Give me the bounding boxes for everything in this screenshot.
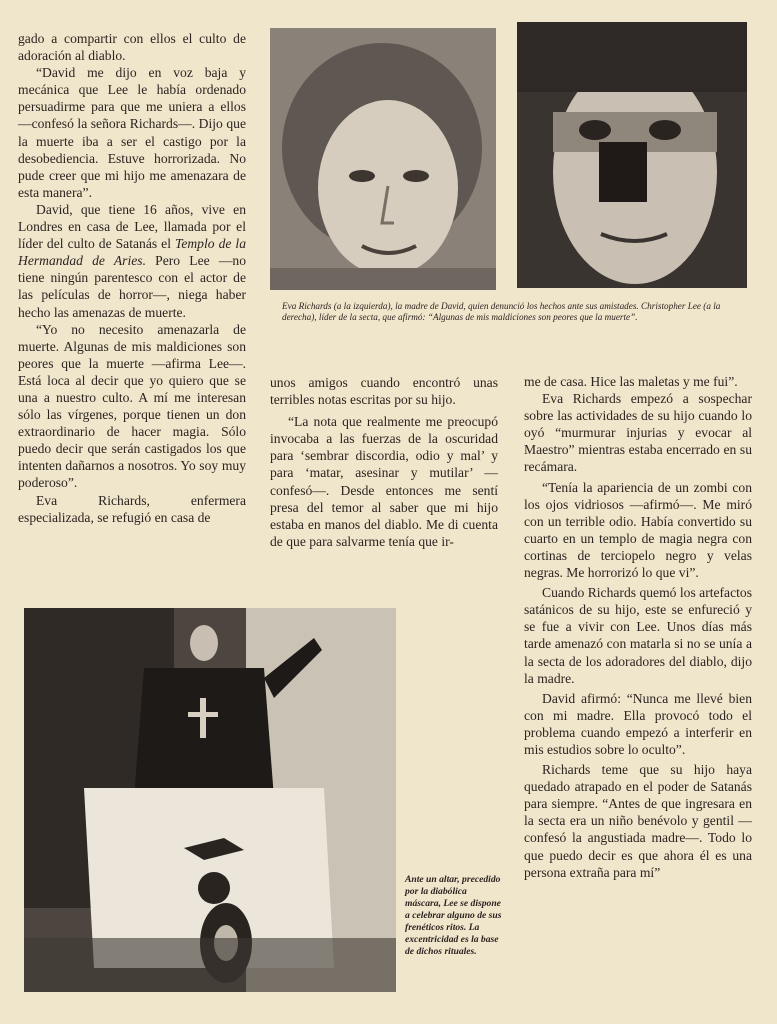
paragraph: “La nota que realmente me preocupó invocaba a las fuerzas de la oscuridad para ‘sembrar discordia, odio y mal’ y para ‘matar, asesinar y mutilar’ —confesó—. Desde entonces me sentí presa del temor al saber que mi hijo estaba en manos del diablo. Me di cuenta de que para salvarme tenía que ir- [270,414,498,549]
portrait-woman-image [270,28,496,290]
paragraph: David afirmó: “Nunca me llevé bien con mi madre. Ella provocó todo el problema cuando empezó a interferir en mis estudios sobre lo oculto”. [524,690,752,757]
paragraph: Eva Richards, enfermera especializada, se refugió en casa de [18,492,246,525]
article-column-1 [18,30,246,526]
paragraph: me de casa. Hice las maletas y me fui”. [524,374,738,389]
photo-altar-ritual [24,608,396,992]
article-column-2 [270,374,498,550]
portrait-man-image [517,22,747,288]
altar-ritual-image [24,608,396,992]
paragraph: “Yo no necesito amenazarla de muerte. Algunas de mis maldiciones son peores que la muerte —afirma Lee—. Está loca al decir que yo quiero que se una a nuestro culto. A mí me interesan sólo las vírgenes, porque tienen un don extraordinario de hacer magia. Sólo puedo decir que serán castigados los que intenten dañarnos a nosotros. Yo soy muy poderoso”. [18,321,246,491]
paragraph-text: David, que tiene 16 años, vive en Londres en casa de Lee, llamada por el líder del culto de Satanás el [18,201,246,252]
article-column-3 [524,373,752,881]
photo-caption-bottom: Ante un altar, precedido por la diabólica máscara, Lee se dispone a celebrar alguno de sus frenéticos ritos. La excentricidad es la base de dichos rituales. [405,874,502,957]
paragraph [18,201,246,321]
paragraph-text: Pero Lee —no tiene ningún parentesco con el actor de las películas de horror—, niega haber hecho las amenazas de muerte. [18,253,247,320]
paragraph: unos amigos cuando encontró unas terribles notas escritas por su hijo. [270,375,498,408]
photo-eva-richards [270,28,496,290]
paragraph: “David me dijo en voz baja y mecánica que Lee le había ordenado persuadirme para que me uniera a ellos —confesó la señora Richards—. Dijo que la muerte iba a ser el castigo por la desobediencia. Estuve horrorizada. No pude creer que mi hijo me amenazara de esta manera”. [18,65,246,200]
paragraph: Cuando Richards quemó los artefactos satánicos de su hijo, este se enfureció y se fue a vivir con Lee. Unos días más tarde amenazó con matarla si no se unía a la secta de los adoradores del diablo, dijo la madre. [524,585,752,686]
photo-caption-top: Eva Richards (a la izquierda), la madre de David, quien denunció los hechos ante sus amistades. Christopher Lee (a la derecha), líder de la secta, que afirmó: “Algunas de mis maldiciones son peores que la muerte”. [282,301,721,322]
photo-christopher-lee [517,22,747,288]
paragraph: gado a compartir con ellos el culto de adoración al diablo. [18,31,246,64]
paragraph: Richards teme que su hijo haya quedado atrapado en el poder de Satanás para siempre. “Antes de que ingresara en la secta era un niño benévolo y gentil —confesó la angustiada madre—. Todo lo que puedo decir es que ahora él es una persona extraña para mí” [524,762,752,880]
paragraph: Eva Richards empezó a sospechar sobre las actividades de su hijo cuando lo oyó “murmurar injurias y evocar al Maestro” mientras estaba encerrado en su recámara. [524,391,752,475]
paragraph: “Tenía la apariencia de un zombi con los ojos vidriosos —afirmó—. Me miró con un terrible odio. Había convertido su cuarto en un templo de magia negra con cortinas de terciopelo negro y velas negras. Me horrorizó lo que vi”. [524,479,752,581]
temple-name: Templo de la Hermandad de Aries. [18,236,246,269]
